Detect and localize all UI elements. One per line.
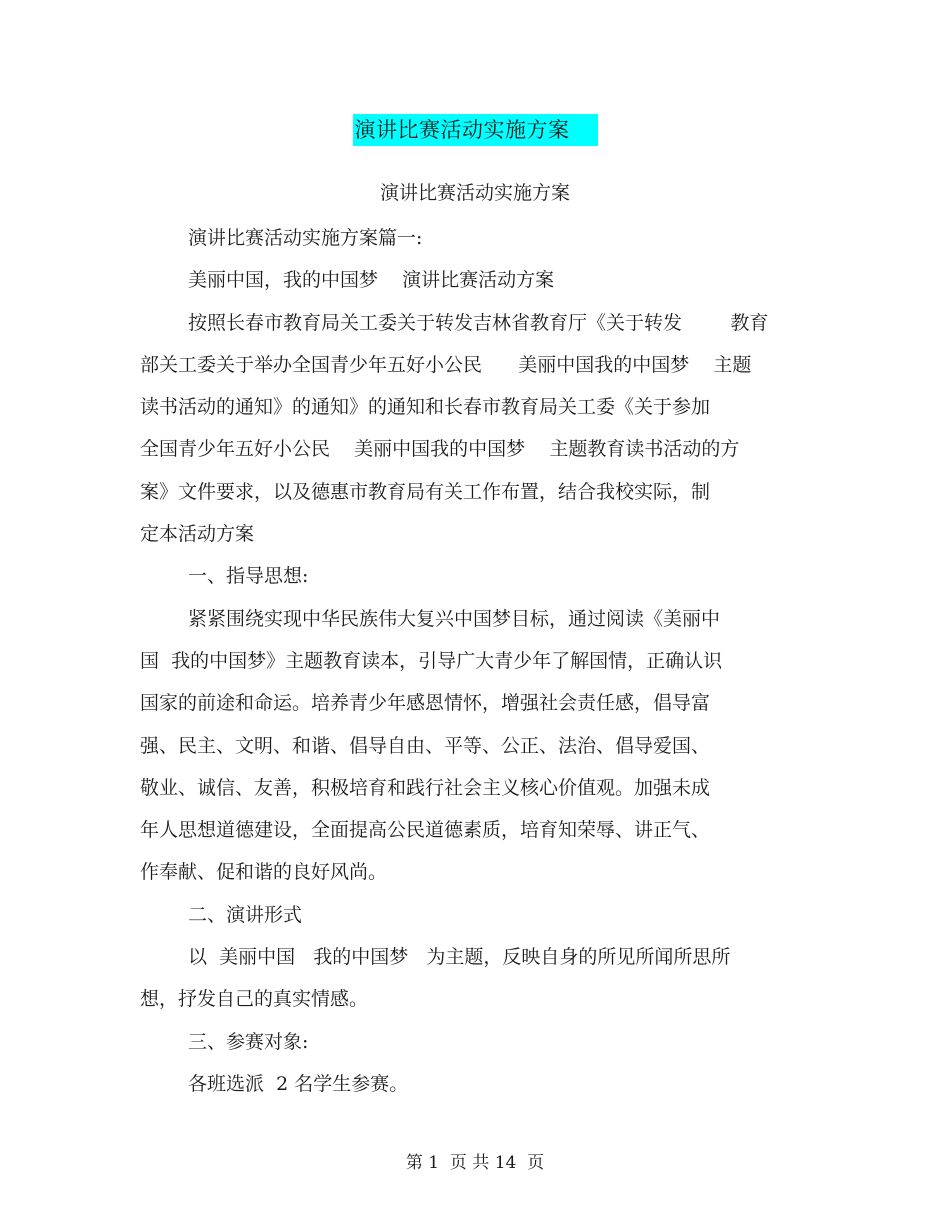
paragraph-line: 强、民主、文明、和谐、倡导自由、平等、公正、法治、倡导爱国、 [140, 734, 711, 757]
paragraph-line: 读书活动的通知》的通知》的通知和长春市教育局关工委《关于参加 [140, 396, 711, 419]
section-heading: 演讲比赛活动实施方案篇一: [188, 227, 423, 249]
paragraph-line: 全国青少年五好小公民 美丽中国我的中国梦 主题教育读书活动的方 [140, 438, 740, 461]
document-subtitle: 演讲比赛活动实施方案 [379, 182, 570, 204]
paragraph-line: 年人思想道德建设，全面提高公民道德素质，培育知荣辱、讲正气、 [140, 819, 711, 842]
paragraph-line: 国家的前途和命运。培养青少年感恩情怀，增强社会责任感，倡导富 [140, 692, 711, 715]
paragraph-line: 敬业、诚信、友善，积极培育和践行社会主义核心价值观。加强未成 [140, 776, 711, 799]
paragraph-line: 以 美丽中国 我的中国梦 为主题，反映自身的所见所闻所思所 [188, 946, 731, 969]
section-heading: 二、演讲形式 [188, 903, 303, 926]
paragraph-line: 按照长春市教育局关工委关于转发吉林省教育厅《关于转发 教育 [188, 311, 769, 334]
document-body [140, 217, 810, 1105]
page-number-footer: 第 1 页 共 14 页 [405, 1153, 545, 1173]
paragraph-line: 各班选派 2 名学生参赛。 [188, 1072, 409, 1095]
paragraph-line: 紧紧围绕实现中华民族伟大复兴中国梦目标，通过阅读《美丽中 [188, 607, 721, 630]
paragraph-line: 定本活动方案 [140, 523, 255, 546]
document-title: 演讲比赛活动实施方案 [353, 114, 598, 146]
activity-title: 美丽中国，我的中国梦 演讲比赛活动方案 [188, 269, 555, 292]
paragraph-line: 想，抒发自己的真实情感。 [140, 988, 369, 1011]
paragraph-line: 作奉献、促和谐的良好风尚。 [140, 861, 388, 884]
paragraph-line: 国 我的中国梦》主题教育读本，引导广大青少年了解国情，正确认识 [140, 649, 723, 672]
section-heading: 三、参赛对象: [188, 1030, 309, 1053]
paragraph-line: 案》文件要求，以及德惠市教育局有关工作布置，结合我校实际，制 [140, 480, 711, 503]
paragraph-line: 部关工委关于举办全国青少年五好小公民 美丽中国我的中国梦 主题 [140, 353, 752, 376]
section-heading: 一、指导思想: [188, 565, 309, 588]
title-container [0, 114, 950, 146]
